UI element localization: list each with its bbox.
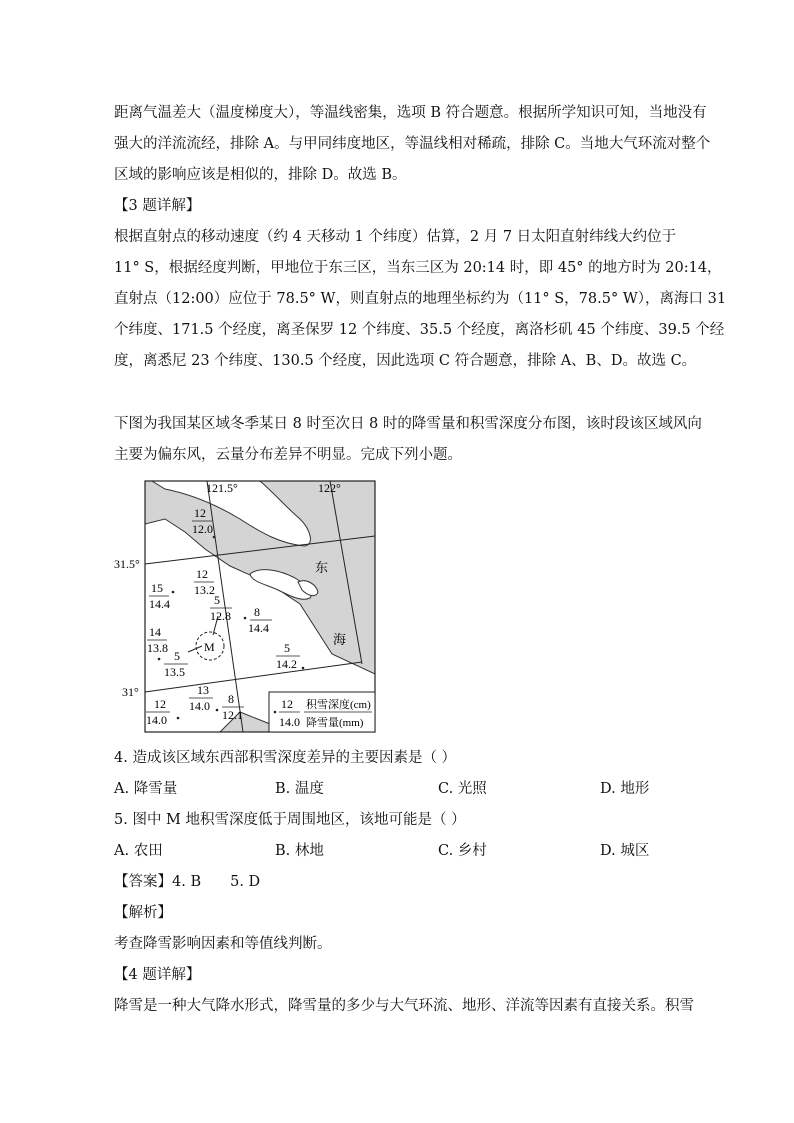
sea-label: 东 (315, 560, 329, 575)
option-a: A. 农田 (114, 843, 163, 859)
station-snowfall: 14.2 (276, 657, 297, 671)
text-line: 度，离悉尼 23 个纬度、130.5 个经度，因此选项 C 符合题意，排除 A、B、D。故选 C。 (114, 353, 697, 369)
lon-label: 122° (318, 481, 341, 495)
q5-stem: 5. 图中 M 地积雪深度低于周围地区，该地可能是（ ） (114, 812, 466, 828)
station-snowfall: 13.2 (194, 583, 215, 597)
station-depth: 5 (174, 649, 180, 663)
text-line: 下图为我国某区域冬季某日 8 时至次日 8 时的降雪量和积雪深度分布图，该时段该区域风向 (114, 416, 702, 432)
station-depth: 5 (284, 641, 290, 655)
station-depth: 14 (149, 625, 161, 639)
lat-label: 31° (122, 685, 139, 699)
lat-label: 31.5° (114, 557, 140, 571)
station-depth: 15 (151, 581, 163, 595)
station-snowfall: 12.1 (222, 708, 243, 722)
text-line: 强大的洋流流经，排除 A。与甲同纬度地区，等温线相对稀疏，排除 C。当地大气环流对整个 (114, 136, 711, 152)
station-depth: 12 (196, 567, 208, 581)
station-snowfall: 12.8 (210, 609, 231, 623)
q4-heading: 【4 题详解】 (114, 967, 201, 983)
analysis-heading: 【解析】 (114, 905, 172, 921)
text-line: 根据直射点的移动速度（约 4 天移动 1 个纬度）估算，2 月 7 日太阳直射纬线大约位于 (114, 229, 677, 245)
legend-depth-label: 积雪深度(cm) (306, 699, 371, 711)
q4-stem: 4. 造成该区域东西部积雪深度差异的主要因素是（ ） (114, 750, 457, 766)
text-line: 距离气温差大（温度梯度大），等温线密集，选项 B 符合题意。根据所学知识可知，当地没有 (114, 105, 707, 121)
legend-snowfall-label: 降雪量(mm) (306, 717, 364, 729)
station-snowfall: 12.0 (192, 522, 213, 536)
station-depth: 12 (194, 506, 206, 520)
text-line: 主要为偏东风，云量分布差异不明显。完成下列小题。 (114, 447, 462, 463)
legend-snowfall-num: 14.0 (279, 715, 300, 729)
option-c: C. 光照 (438, 781, 487, 797)
snow-map (110, 474, 380, 736)
answer-line: 【答案】4. B 5. D (114, 874, 261, 890)
option-d: D. 地形 (600, 781, 650, 797)
station-snowfall: 14.0 (189, 699, 210, 713)
option-a: A. 降雪量 (114, 781, 178, 797)
option-b: B. 林地 (275, 843, 324, 859)
station-snowfall: 13.5 (164, 665, 185, 679)
station-depth: 12 (154, 697, 166, 711)
station-snowfall: 14.4 (248, 621, 269, 635)
option-c: C. 乡村 (438, 843, 487, 859)
station-depth: 5 (214, 593, 220, 607)
lon-label: 121.5° (206, 481, 238, 495)
text-line: 个纬度、171.5 个经度，离圣保罗 12 个纬度、35.5 个经度，离洛杉矶 45 个纬度、39.5 个经 (114, 322, 725, 338)
m-marker-label: M (204, 640, 215, 654)
option-b: B. 温度 (275, 781, 324, 797)
station-depth: 8 (228, 692, 234, 706)
text-line: 11° S，根据经度判断，甲地位于东三区，当东三区为 20:14 时，即 45° 的地方时为 20:14， (114, 260, 722, 276)
sea-label: 海 (333, 632, 347, 647)
analysis-text: 考查降雪影响因素和等值线判断。 (114, 936, 332, 952)
station-snowfall: 14.4 (149, 597, 170, 611)
station-snowfall: 14.0 (146, 713, 167, 727)
text-line: 直射点（12:00）应位于 78.5° W，则直射点的地理坐标约为（11° S，78.5° W），离海口 31 (114, 291, 727, 307)
text-line: 区域的影响应该是相似的，排除 D。故选 B。 (114, 167, 407, 183)
option-d: D. 城区 (600, 843, 650, 859)
map-legend (269, 692, 375, 732)
station-depth: 8 (254, 605, 260, 619)
legend-depth-num: 12 (281, 697, 293, 711)
station-depth: 13 (197, 683, 209, 697)
station-snowfall: 13.8 (147, 641, 168, 655)
q3-heading: 【3 题详解】 (114, 198, 201, 214)
text-line: 降雪是一种大气降水形式，降雪量的多少与大气环流、地形、洋流等因素有直接关系。积雪 (114, 998, 694, 1014)
